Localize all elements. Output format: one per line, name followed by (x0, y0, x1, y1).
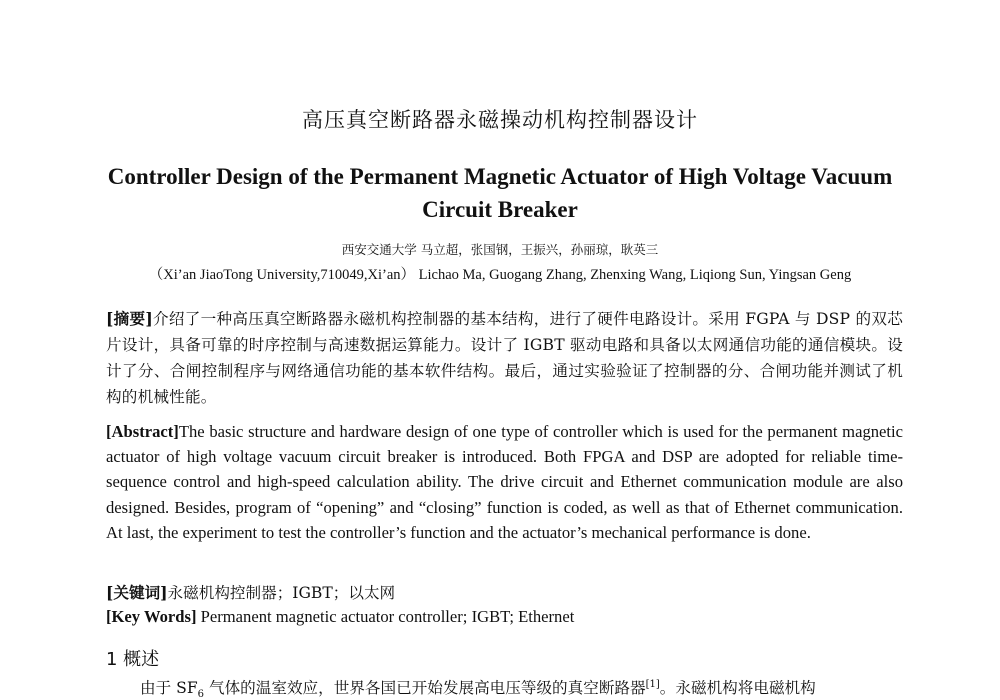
english-title: Controller Design of the Permanent Magnetic Actuator of High Voltage Vacuum Circuit Breaker (107, 164, 893, 222)
english-abstract-text: The basic structure and hardware design of one type of controller which is used for the permanent magnetic actuator of high voltage vacuum circuit breaker is introduced. Both FPGA and DSP are adopted for reliable time-sequence control and high-speed calculation ability. The drive circuit and Ethernet communication module are also designed. Besides, program of “opening” and “closing” function is coded, as well as that of Ethernet communication. At last, the experiment to test the controller’s function and the actuator’s mechanical performance is done. (106, 422, 903, 542)
section-text-a: 由于 SF (140, 679, 198, 697)
citation-ref: [1] (645, 678, 660, 690)
chinese-abstract (106, 306, 903, 410)
section-heading: 1 概述 (106, 649, 160, 670)
chinese-authors: 西安交通大学 马立超，张国钢，王振兴，孙丽琼，耿英三 (341, 242, 659, 257)
chinese-abstract-text: 介绍了一种高压真空断路器永磁机构控制器的基本结构，进行了硬件电路设计。采用 FGPA 与 DSP 的双芯片设计，具备可靠的时序控制与高速数据运算能力。设计了 IGBT 驱动电路和具备以太网通信功能的通信模块。设计了分、合闸控制程序与网络通信功能的基本软件结构。最后，通过实验验证了控制器的分、合闸功能并测试了机构的机械性能。 (106, 310, 903, 406)
section-text-c: 。永磁机构将电磁机构 (659, 679, 816, 697)
chinese-keywords-text: 永磁机构控制器；IGBT；以太网 (167, 584, 396, 602)
english-keywords-text: Permanent magnetic actuator controller; IGBT; Ethernet (196, 607, 575, 626)
section-subscript: 6 (197, 689, 205, 700)
english-abstract (106, 419, 903, 545)
chinese-abstract-label: [摘要] (106, 309, 153, 328)
english-abstract-label: [Abstract] (106, 422, 179, 441)
chinese-title: 高压真空断路器永磁操动机构控制器设计 (302, 108, 698, 132)
english-keywords-label: [Key Words] (106, 607, 197, 626)
section-first-line (140, 676, 905, 700)
english-keywords (106, 607, 903, 627)
english-authors: （Xi’an JiaoTong University,710049,Xi’an） Lichao Ma, Guogang Zhang, Zhenxing Wang, Liqiong Sun, Yingsan Geng (148, 267, 852, 283)
chinese-keywords (106, 581, 903, 603)
chinese-keywords-label: [关键词] (106, 583, 168, 602)
section-text-b: 气体的温室效应，世界各国已开始发展高电压等级的真空断路器 (204, 679, 646, 697)
